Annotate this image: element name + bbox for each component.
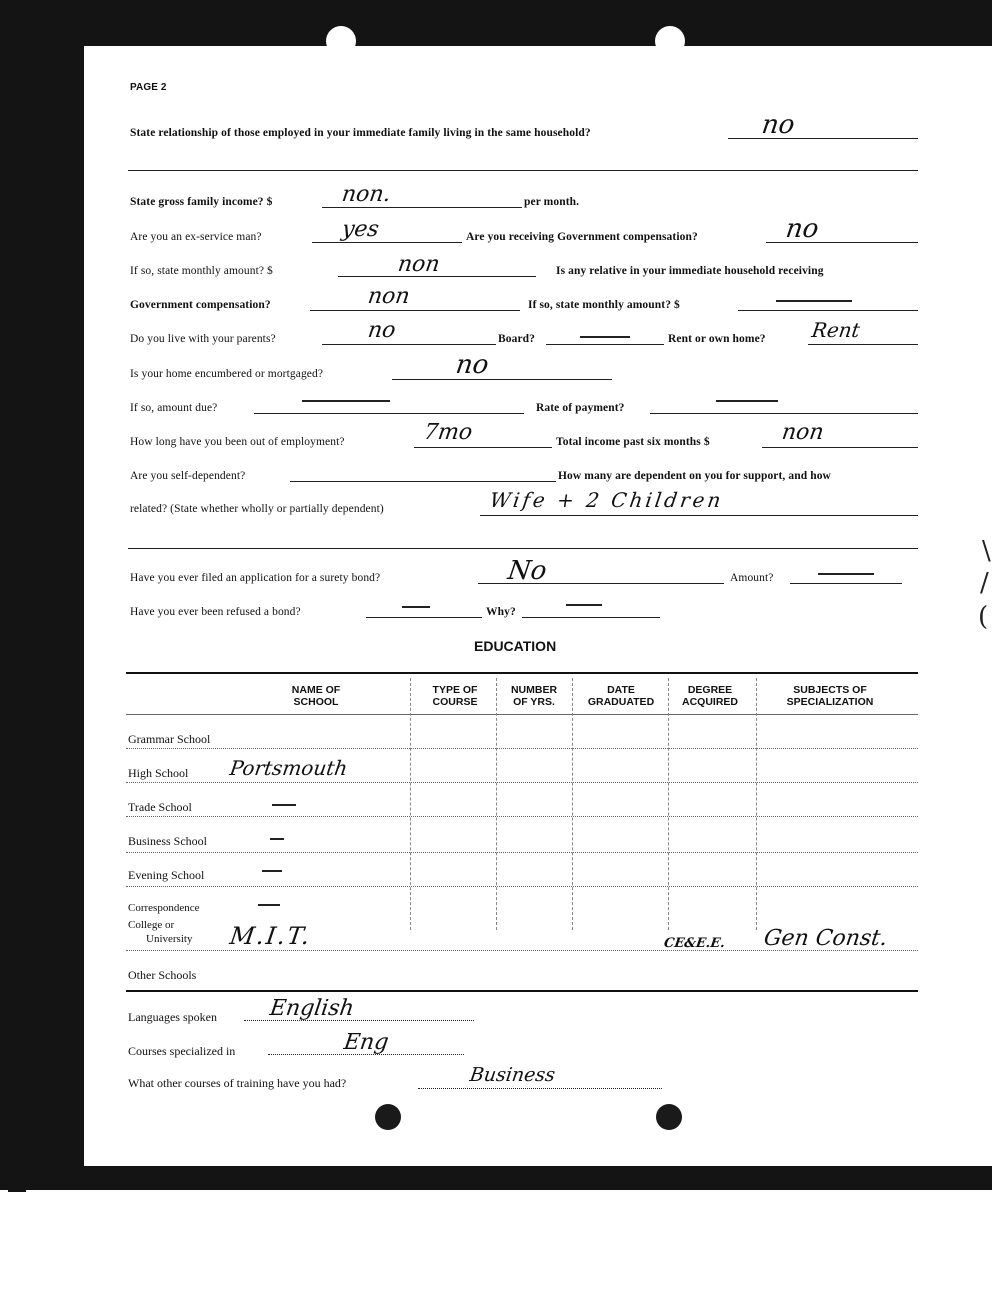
q-refused-bond: Have you ever been refused a bond? [130, 606, 301, 618]
q-self-dependent: Are you self-dependent? [130, 470, 246, 482]
a-receiving-comp: no [783, 214, 821, 244]
line-relationship-2 [128, 170, 918, 171]
line-related-2 [128, 548, 918, 549]
col-divider-4 [668, 678, 669, 930]
education-top-rule [126, 672, 918, 674]
q-surety-bond: Have you ever filed an application for a surety bond? [130, 572, 381, 584]
col-divider-5 [756, 678, 757, 930]
row-college-1: College or [128, 919, 175, 931]
line-amount [790, 583, 902, 584]
education-header-rule [126, 714, 918, 715]
a-live-parents: no [366, 318, 398, 343]
line-why [522, 617, 660, 618]
education-title: EDUCATION [474, 638, 557, 654]
row-rule-business [126, 852, 918, 853]
a-encumbered: no [453, 350, 491, 380]
col-divider-1 [410, 678, 411, 930]
row-other-schools: Other Schools [128, 968, 197, 982]
q-amount: Amount? [730, 572, 774, 584]
a-dependents: Wife + 2 Children [488, 488, 726, 512]
line-govt-comp [310, 310, 520, 311]
q-how-many-dependent: How many are dependent on you for support, and how [558, 470, 831, 482]
row-trade-school: Trade School [128, 800, 192, 814]
q-relative-receiving: Is any relative in your immediate household receiving [556, 265, 824, 277]
college-name: M.I.T. [228, 922, 314, 950]
dash-amount [818, 573, 874, 575]
languages-label: Languages spoken [128, 1010, 217, 1024]
line-if-so-amount-2 [738, 310, 918, 311]
col-name-of-school: NAME OF SCHOOL [291, 684, 341, 708]
margin-mark-2: / [980, 568, 989, 598]
a-monthly-amount: non [396, 252, 442, 277]
q-board: Board? [498, 333, 536, 345]
line-amount-due [254, 413, 524, 414]
a-total-income: non [780, 420, 826, 445]
punch-hole-bottom-left [375, 1104, 401, 1130]
q-relationship: State relationship of those employed in your immediate family living in the same household? [130, 127, 591, 139]
row-high-school: High School [128, 766, 189, 780]
col-date-graduated: DATE GRADUATED [587, 684, 655, 708]
q-live-parents: Do you live with your parents? [130, 333, 276, 345]
margin-mark-3: ( [978, 602, 989, 632]
languages-value: English [268, 996, 356, 1021]
a-rent-own: Rent [810, 318, 862, 342]
line-encumbered [392, 379, 612, 380]
courses-label: Courses specialized in [128, 1044, 236, 1058]
margin-mark-1: \ [982, 536, 991, 566]
q-why: Why? [486, 606, 516, 618]
scan-speck [8, 1180, 26, 1192]
q-govt-comp: Government compensation? [130, 299, 271, 311]
q-if-so-amount: If so, state monthly amount? $ [130, 265, 273, 277]
row-grammar-school: Grammar School [128, 732, 211, 746]
a-govt-comp: non [366, 284, 412, 309]
dash-trade [272, 804, 296, 806]
punch-hole-top-right [655, 26, 685, 56]
line-live-parents [322, 344, 496, 345]
col-number-of-yrs: NUMBER OF YRS. [510, 684, 558, 708]
q-related: related? (State whether wholly or partially dependent) [130, 503, 384, 515]
col-subjects-of-specialization: SUBJECTS OF SPECIALIZATION [786, 684, 874, 708]
college-degree: CE&E.E. [662, 936, 726, 951]
row-evening-school: Evening School [128, 868, 205, 882]
q-rent-own: Rent or own home? [668, 333, 766, 345]
col-degree-acquired: DEGREE ACQUIRED [681, 684, 738, 708]
col-divider-3 [572, 678, 573, 930]
row-rule-evening [126, 886, 918, 887]
high-school-name: Portsmouth [228, 756, 350, 780]
college-subject: Gen Const. [762, 926, 889, 951]
education-bottom-rule [126, 990, 918, 992]
row-business-school: Business School [128, 834, 208, 848]
dash-why [566, 604, 602, 606]
dash-amount-due [302, 400, 390, 402]
a-surety-bond: No [505, 556, 549, 586]
line-board [546, 344, 664, 345]
dash-correspondence [258, 904, 280, 906]
dash-board [580, 336, 630, 338]
line-relationship [728, 138, 918, 139]
row-rule-grammar [126, 748, 918, 749]
other-training-label: What other courses of training have you had? [128, 1076, 347, 1090]
line-related [480, 515, 918, 516]
line-total-income [762, 447, 918, 448]
dash-evening [262, 870, 282, 872]
courses-value: Eng [342, 1030, 391, 1055]
per-month-label: per month. [524, 196, 580, 208]
q-ex-service: Are you an ex-service man? [130, 231, 262, 243]
col-type-of-course: TYPE OF COURSE [432, 684, 478, 708]
a-out-of-employment: 7mo [422, 420, 474, 445]
page-label: PAGE 2 [130, 82, 167, 93]
dash-business [270, 838, 284, 840]
dash-rate-payment [716, 400, 778, 402]
q-gross-income: State gross family income? $ [130, 196, 273, 208]
row-college-2: University [146, 933, 193, 945]
row-rule-college [126, 950, 918, 951]
q-if-so-amount-2: If so, state monthly amount? $ [528, 299, 680, 311]
row-rule-high [126, 782, 918, 783]
line-gross-income [322, 207, 522, 208]
punch-hole-bottom-right [656, 1104, 682, 1130]
line-ex-service [312, 242, 462, 243]
line-refused-bond [366, 617, 482, 618]
line-self-dependent [290, 481, 556, 482]
line-out-of-employment [414, 447, 552, 448]
dash-refused-bond [402, 606, 430, 608]
a-relationship: no [759, 110, 797, 140]
a-ex-service: yes [340, 217, 381, 242]
line-other-training [418, 1088, 662, 1089]
a-gross-income: non. [340, 182, 393, 207]
row-correspondence: Correspondence [128, 902, 200, 914]
line-rent-own [808, 344, 918, 345]
q-out-of-employment: How long have you been out of employment? [130, 436, 345, 448]
q-rate-payment: Rate of payment? [536, 402, 625, 414]
col-divider-2 [496, 678, 497, 930]
q-total-income: Total income past six months $ [556, 436, 710, 448]
punch-hole-top-left [326, 26, 356, 56]
line-rate-payment [650, 413, 918, 414]
q-amount-due: If so, amount due? [130, 402, 218, 414]
dash-if-so-amount-2 [776, 300, 852, 302]
q-encumbered: Is your home encumbered or mortgaged? [130, 368, 324, 380]
row-rule-trade [126, 816, 918, 817]
other-training-value: Business [468, 1064, 557, 1086]
q-receiving-comp: Are you receiving Government compensation? [466, 231, 698, 243]
